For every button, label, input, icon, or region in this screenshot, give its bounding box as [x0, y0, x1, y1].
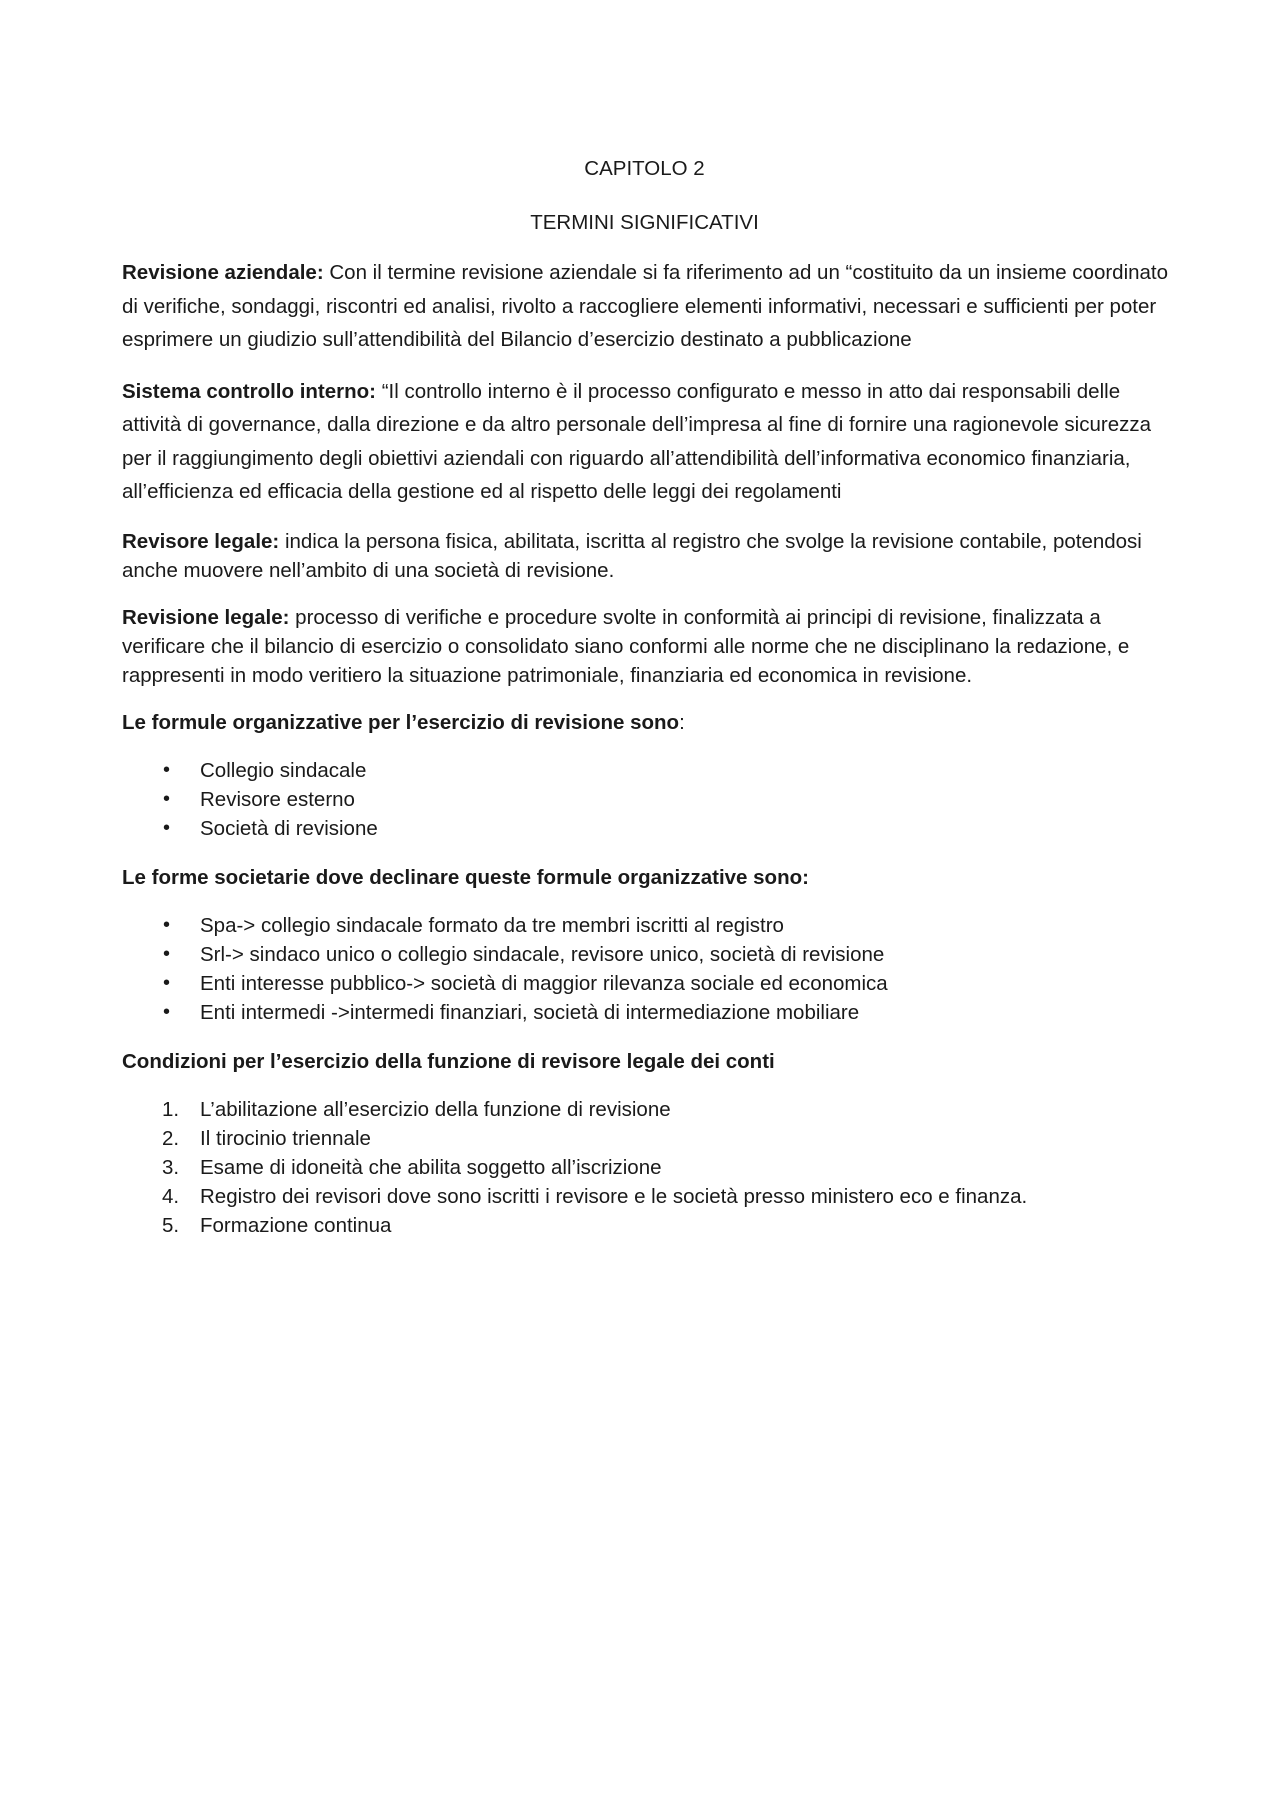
definition-revisione-aziendale	[122, 256, 1172, 357]
definition-revisore-legale	[122, 527, 1172, 585]
bullet-marker: •	[163, 1000, 171, 1023]
formule-heading-colon: :	[679, 710, 685, 734]
number-marker: 2.	[162, 1126, 180, 1150]
bullet-marker: •	[163, 816, 171, 839]
list-item: • Società di revisione	[122, 814, 1172, 843]
list-item: • Spa-> collegio sindacale formato da tre membri iscritti al registro	[122, 911, 1172, 940]
chapter-title: CAPITOLO 2	[584, 157, 705, 180]
list-item: • Enti intermedi ->intermedi finanziari, società di intermediazione mobiliare	[122, 998, 1172, 1027]
list-item: • Srl-> sindaco unico o collegio sindacale, revisore unico, società di revisione	[122, 940, 1172, 969]
definition-sistema-controllo-interno	[122, 375, 1172, 509]
document-body	[122, 152, 1172, 1260]
number-marker: 1.	[162, 1097, 180, 1121]
number-marker: 4.	[162, 1184, 180, 1208]
bullet-marker: •	[163, 942, 171, 965]
formule-heading	[122, 708, 1172, 738]
definition-revisione-legale	[122, 603, 1172, 690]
forme-list	[122, 911, 1172, 1027]
list-item: • Collegio sindacale	[122, 756, 1172, 785]
list-item: 5. Formazione continua	[122, 1211, 1172, 1240]
term-label: Sistema controllo interno:	[122, 379, 376, 403]
list-item: 1. L’abilitazione all’esercizio della funzione di revisione	[122, 1095, 1172, 1124]
bullet-marker: •	[163, 758, 171, 781]
bullet-marker: •	[163, 971, 171, 994]
number-marker: 5.	[162, 1213, 180, 1237]
list-item: 2. Il tirocinio triennale	[122, 1124, 1172, 1153]
definition-text: “Il controllo interno è il processo configurato e messo in atto dai responsabili delle attività di governance, dalla direzione e da altro personale dell’impresa al fine di fornire una ragionevole sicurezza per il raggiungimento degli obiettivi aziendali con riguardo all’attendibilità dell’informativa economico finanziaria, all’efficienza ed efficacia della gestione ed al rispetto delle leggi dei regolamenti	[122, 379, 1152, 503]
term-label: Revisore legale:	[122, 529, 280, 553]
forme-heading: Le forme societarie dove declinare queste formule organizzative sono:	[122, 865, 809, 889]
number-marker: 3.	[162, 1155, 180, 1179]
term-label: Revisione aziendale:	[122, 261, 324, 284]
formule-heading-text: Le formule organizzative per l’esercizio di revisione sono	[122, 710, 680, 734]
definition-text: indica la persona fisica, abilitata, iscritta al registro che svolge la revisione contabile, potendosi anche muovere nell’ambito di una società di revisione.	[122, 529, 1142, 582]
formule-list	[122, 756, 1172, 843]
definition-text: Con il termine revisione aziendale si fa riferimento ad un “costituito da un insieme coordinato di verifiche, sondaggi, riscontri ed analisi, rivolto a raccogliere elementi informativi, necessari e sufficienti per poter esprimere un giudizio sull’attendibilità del Bilancio d’esercizio destinato a pubblicazione	[122, 261, 1169, 351]
definition-text: processo di verifiche e procedure svolte in conformità ai principi di revisione, finalizzata a verificare che il bilancio di esercizio o consolidato siano conformi alle norme che ne disciplinano la redazione, e rappresenti in modo veritiero la situazione patrimoniale, finanziaria ed economica in revisione.	[122, 605, 1130, 687]
list-item: 4. Registro dei revisori dove sono iscritti i revisore e le società presso ministero eco e finanza.	[122, 1182, 1172, 1211]
term-label: Revisione legale:	[122, 605, 290, 629]
condizioni-heading: Condizioni per l’esercizio della funzione di revisore legale dei conti	[122, 1049, 775, 1073]
list-item: 3. Esame di idoneità che abilita soggetto all’iscrizione	[122, 1153, 1172, 1182]
list-item: • Revisore esterno	[122, 785, 1172, 814]
bullet-marker: •	[163, 913, 171, 936]
condizioni-list	[122, 1095, 1172, 1240]
list-item: • Enti interesse pubblico-> società di maggior rilevanza sociale ed economica	[122, 969, 1172, 998]
bullet-marker: •	[163, 787, 171, 810]
chapter-subtitle: TERMINI SIGNIFICATIVI	[530, 211, 759, 234]
